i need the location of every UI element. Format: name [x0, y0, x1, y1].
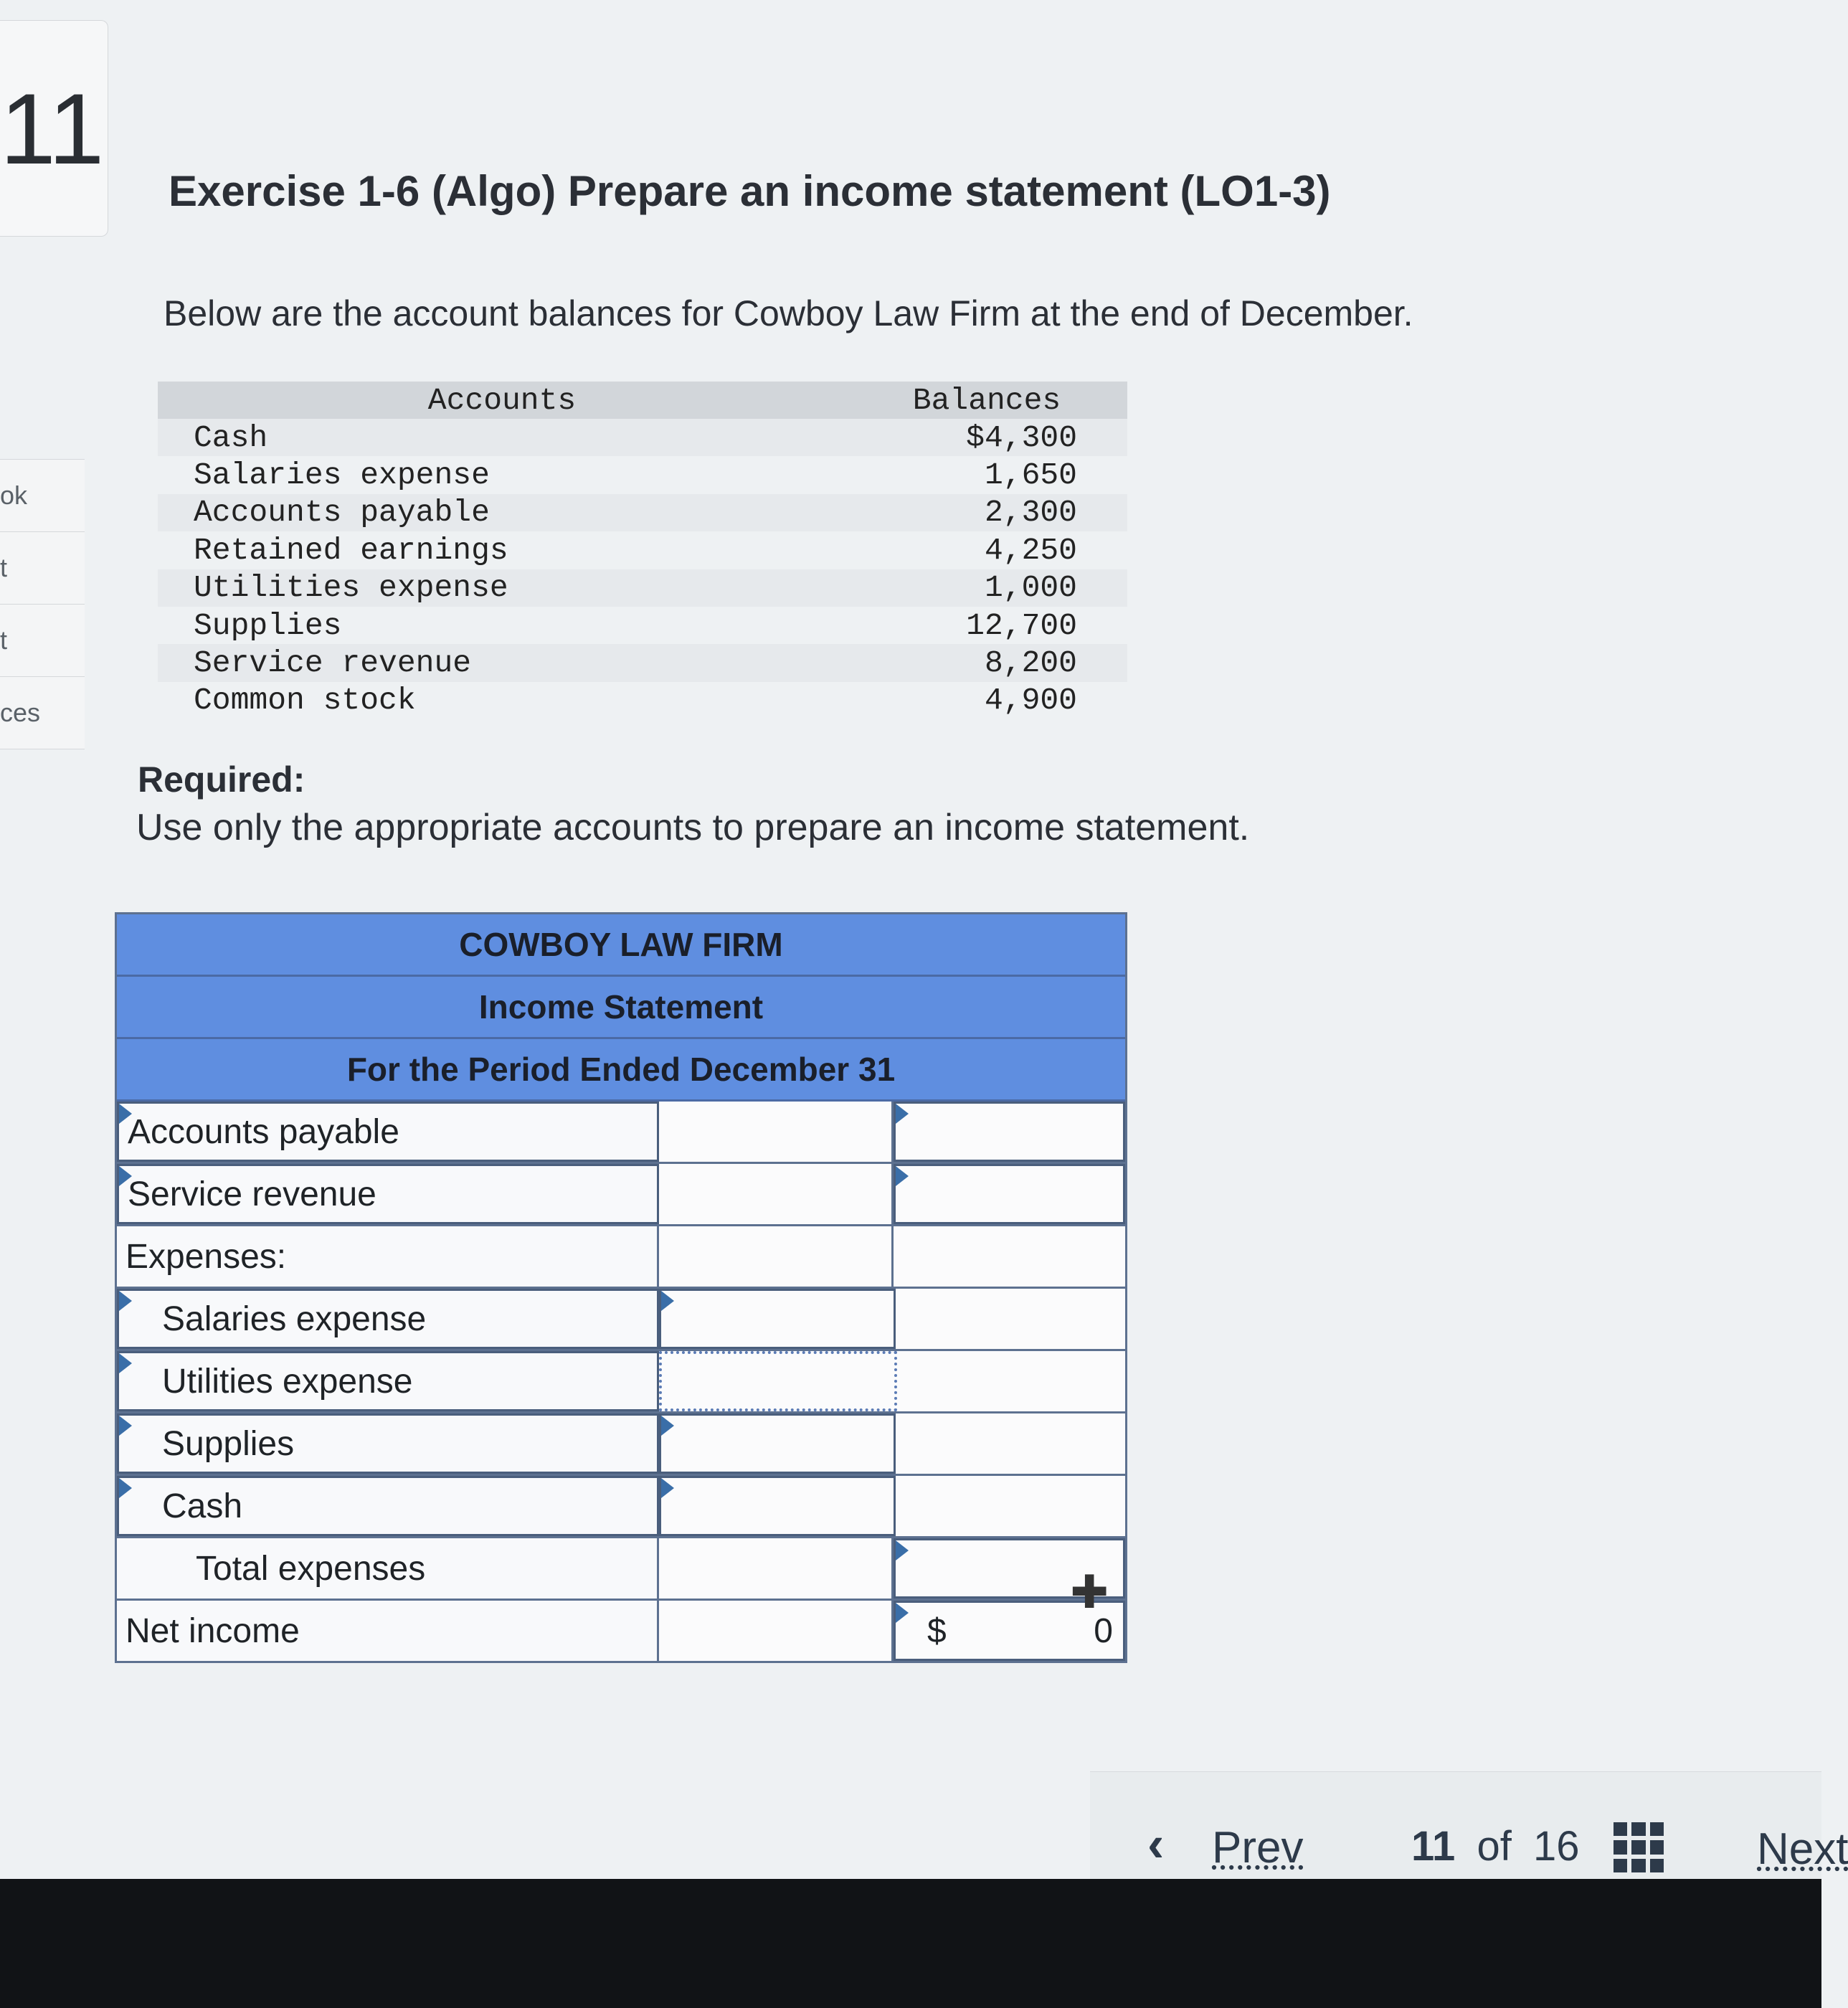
account-name: Utilities expense: [194, 570, 508, 606]
revenue-account-select[interactable]: Service revenue: [117, 1164, 659, 1224]
table-row: [158, 456, 1127, 493]
required-text: Use only the appropriate accounts to prepare an income statement.: [136, 807, 1250, 848]
current-page: 11: [1411, 1823, 1456, 1870]
middle-cell: [659, 1226, 894, 1287]
table-row: [158, 682, 1127, 719]
middle-cell: [659, 1601, 894, 1661]
right-cell: [896, 1289, 1125, 1349]
expense-amount-input[interactable]: [659, 1476, 896, 1536]
net-income-label: Net income: [117, 1601, 659, 1661]
account-balance: 4,250: [984, 532, 1077, 568]
middle-cell: [659, 1538, 894, 1599]
table-row: [117, 1164, 1125, 1226]
account-name: Supplies: [194, 607, 342, 643]
account-balance: 8,200: [984, 645, 1077, 681]
revenue-amount-input[interactable]: [894, 1164, 1125, 1224]
account-name: Salaries expense: [194, 458, 490, 493]
account-balances-table: [158, 382, 1127, 719]
screen-bezel: [0, 1879, 1821, 2008]
statement-name-header: Income Statement: [117, 977, 1125, 1039]
left-nav-item[interactable]: ok: [0, 459, 85, 531]
revenue-amount-input[interactable]: [894, 1102, 1125, 1162]
table-row: [158, 531, 1127, 569]
account-balance: 4,900: [984, 683, 1077, 719]
expense-account-select[interactable]: Utilities expense: [117, 1351, 659, 1411]
table-row: [158, 607, 1127, 644]
table-row: [158, 569, 1127, 607]
table-row: [117, 1289, 1125, 1351]
account-balance: 1,650: [984, 458, 1077, 493]
expense-amount-input-focused[interactable]: [659, 1351, 897, 1411]
income-statement-worksheet: [115, 912, 1127, 1663]
balances-column-header: Balances: [912, 382, 1061, 418]
exercise-intro: Below are the account balances for Cowboy Law Firm at the end of December.: [164, 293, 1413, 333]
company-name-header: COWBOY LAW FIRM: [117, 914, 1125, 977]
total-expenses-label: Total expenses: [117, 1538, 659, 1599]
of-label: of: [1477, 1823, 1512, 1870]
grid-icon[interactable]: [1614, 1822, 1664, 1872]
table-row: [117, 1413, 1125, 1476]
right-cell: [896, 1413, 1125, 1474]
balances-table-header: [158, 382, 1127, 419]
middle-cell: [659, 1164, 894, 1224]
net-income-amount: 0: [1094, 1611, 1113, 1650]
expenses-label: Expenses:: [117, 1226, 659, 1287]
right-cell: [894, 1226, 1125, 1287]
table-row: [158, 419, 1127, 456]
required-heading: Required:: [138, 759, 305, 800]
chevron-left-icon[interactable]: ‹: [1147, 1816, 1165, 1872]
table-row: [158, 494, 1127, 531]
left-nav-item[interactable]: t: [0, 531, 85, 604]
question-number: 11: [0, 72, 105, 185]
exercise-title: Exercise 1-6 (Algo) Prepare an income statement (LO1-3): [169, 167, 1331, 215]
prev-button[interactable]: Prev: [1212, 1823, 1304, 1872]
left-nav-rail: [0, 459, 85, 749]
accounts-column-header: Accounts: [427, 382, 577, 418]
account-name: Service revenue: [194, 645, 472, 681]
revenue-account-select[interactable]: Accounts payable: [117, 1102, 659, 1162]
table-row: [117, 1226, 1125, 1289]
expense-account-select[interactable]: Cash: [117, 1476, 659, 1536]
account-balance: 2,300: [984, 495, 1077, 531]
right-cell: [897, 1351, 1125, 1411]
cursor-plus-icon: ✚: [1070, 1566, 1109, 1618]
table-row: [117, 1538, 1125, 1601]
right-cell: [896, 1476, 1125, 1536]
net-income-value: [894, 1566, 1125, 1661]
table-row: [117, 1476, 1125, 1538]
account-name: Cash: [194, 420, 268, 455]
total-pages: 16: [1532, 1823, 1580, 1870]
expense-account-select[interactable]: Salaries expense: [117, 1289, 659, 1349]
next-button[interactable]: Next: [1757, 1824, 1848, 1874]
expense-account-select[interactable]: Supplies: [117, 1413, 659, 1474]
account-name: Common stock: [194, 683, 416, 719]
table-row: [117, 1102, 1125, 1164]
period-header: For the Period Ended December 31: [117, 1039, 1125, 1102]
table-row: [158, 644, 1127, 681]
account-name: Retained earnings: [194, 532, 508, 568]
table-row: [117, 1351, 1125, 1413]
middle-cell: [659, 1102, 894, 1162]
page-counter: [1411, 1822, 1579, 1870]
account-balance: 12,700: [966, 607, 1077, 643]
left-nav-item[interactable]: ces: [0, 676, 85, 749]
expense-amount-input[interactable]: [659, 1289, 896, 1349]
account-name: Accounts payable: [194, 495, 490, 531]
left-nav-item[interactable]: t: [0, 604, 85, 676]
account-balance: 1,000: [984, 570, 1077, 606]
account-balance: $4,300: [966, 420, 1077, 455]
expense-amount-input[interactable]: [659, 1413, 896, 1474]
currency-symbol: $: [927, 1611, 947, 1650]
